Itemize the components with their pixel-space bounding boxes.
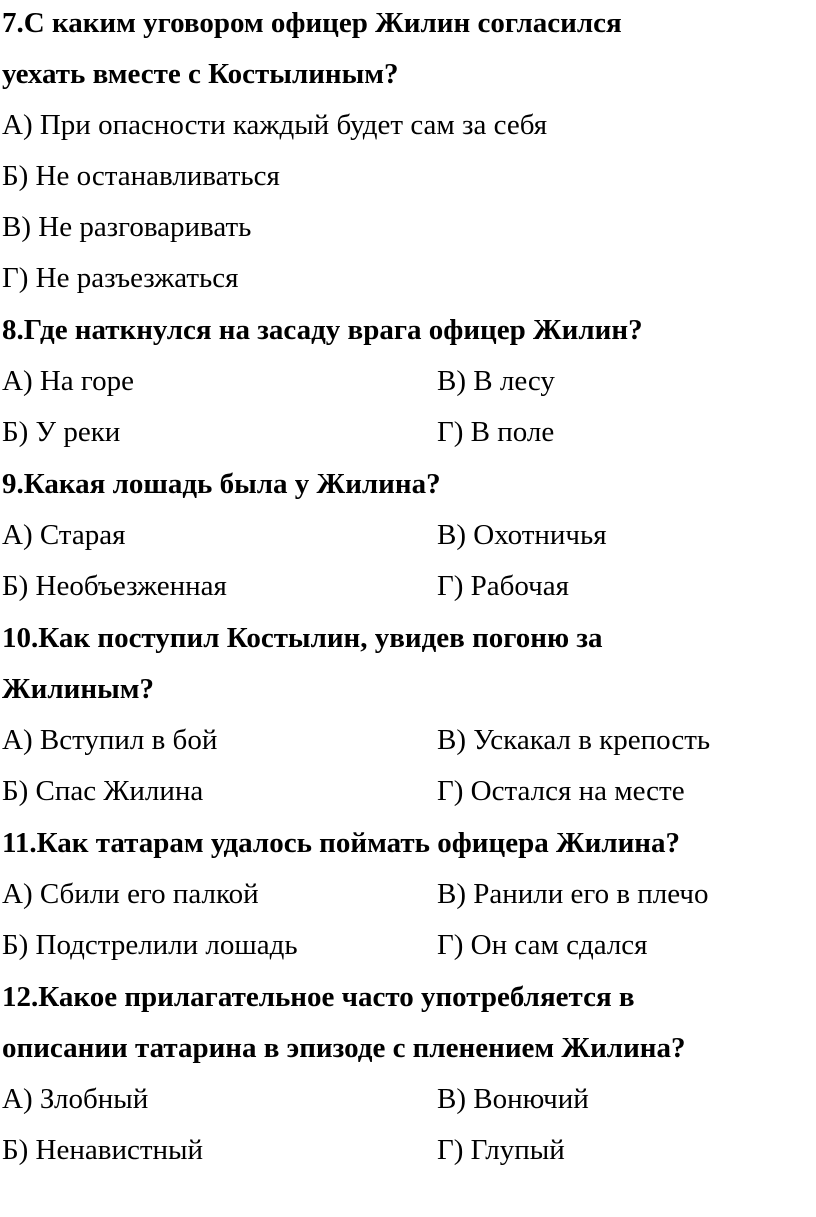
question-10-option-a: А) Вступил в бой [2, 724, 218, 756]
question-11-option-v: В) Ранили его в плечо [437, 878, 709, 910]
question-7-title-line-1: 7.С каким уговором офицер Жилин согласился [2, 7, 622, 39]
question-7-option-b: Б) Не останавливаться [2, 160, 280, 192]
question-7-option-v: В) Не разговаривать [2, 211, 252, 243]
question-10-option-g: Г) Остался на месте [437, 775, 685, 807]
question-11-option-g: Г) Он сам сдался [437, 929, 648, 961]
question-7-title-line-2: уехать вместе с Костылиным? [2, 58, 399, 90]
question-10-title-line-1: 10.Как поступил Костылин, увидев погоню за [2, 622, 603, 654]
question-10-option-v: В) Ускакал в крепость [437, 724, 711, 756]
question-11-title: 11.Как татарам удалось поймать офицера Жилина? [2, 827, 681, 859]
question-12-option-b: Б) Ненавистный [2, 1134, 204, 1166]
question-10-option-b: Б) Спас Жилина [2, 775, 204, 807]
question-12-title-line-1: 12.Какое прилагательное часто употребляется в [2, 981, 635, 1013]
question-12-option-v: В) Вонючий [437, 1083, 589, 1115]
question-11-option-b: Б) Подстрелили лошадь [2, 929, 298, 961]
question-12-option-g: Г) Глупый [437, 1134, 565, 1166]
question-9-option-a: А) Старая [2, 519, 126, 551]
question-9-option-b: Б) Необъезженная [2, 570, 227, 602]
question-7-option-g: Г) Не разъезжаться [2, 262, 239, 294]
question-12-title-line-2: описании татарина в эпизоде с пленением Жилина? [2, 1032, 686, 1064]
question-8-option-v: В) В лесу [437, 365, 555, 397]
question-9-title: 9.Какая лошадь была у Жилина? [2, 468, 441, 500]
question-7-option-a: А) При опасности каждый будет сам за себя [2, 109, 548, 141]
question-8-option-g: Г) В поле [437, 416, 555, 448]
question-8-option-b: Б) У реки [2, 416, 121, 448]
question-9-option-v: В) Охотничья [437, 519, 607, 551]
question-10-title-line-2: Жилиным? [2, 673, 154, 705]
question-12-option-a: А) Злобный [2, 1083, 149, 1115]
question-9-option-g: Г) Рабочая [437, 570, 569, 602]
question-11-option-a: А) Сбили его палкой [2, 878, 259, 910]
question-8-title: 8.Где наткнулся на засаду врага офицер Жилин? [2, 314, 643, 346]
question-8-option-a: А) На горе [2, 365, 134, 397]
